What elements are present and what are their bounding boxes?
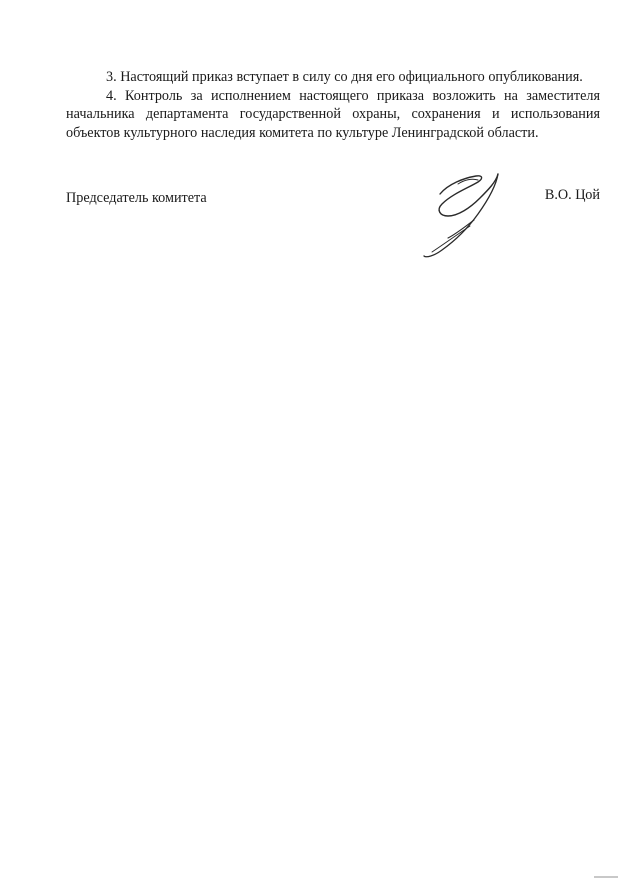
paragraph-3: 3. Настоящий приказ вступает в силу со дня его официального опубликования. xyxy=(106,69,583,85)
signatory-name: В.О. Цой xyxy=(544,187,600,203)
document-body xyxy=(66,68,600,142)
scan-edge-mark xyxy=(594,876,618,878)
handwritten-signature xyxy=(418,164,504,260)
paragraph-4: 4. Контроль за исполнением настоящего приказа возложить на заместителя начальника департамента государственной охраны, сохранения и использования объектов культурного наследия комитета по культуре Ленинградской области. xyxy=(66,87,600,141)
signatory-role: Председатель комитета xyxy=(66,190,207,206)
signature-block xyxy=(66,186,600,210)
